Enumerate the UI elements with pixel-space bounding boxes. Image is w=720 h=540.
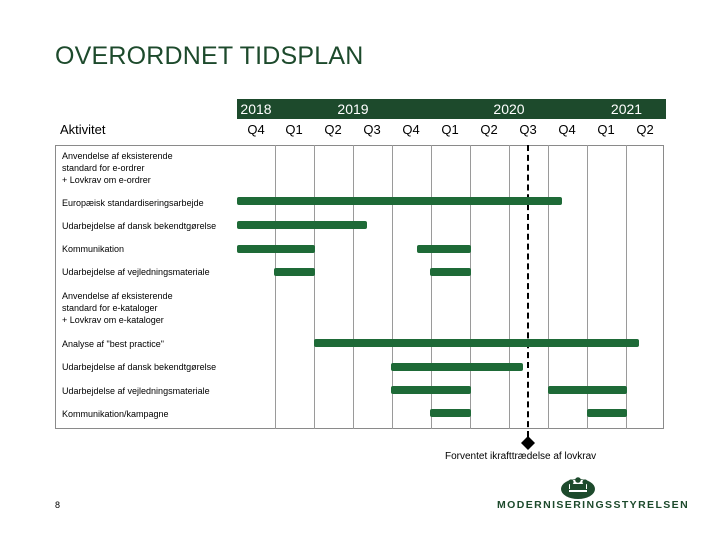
grid-line: [275, 145, 276, 429]
milestone-diamond-icon: [521, 436, 535, 450]
gantt-bar: [237, 197, 562, 205]
gantt-bar: [314, 339, 639, 347]
activity-column-label: Aktivitet: [60, 122, 106, 137]
quarter-label: Q4: [402, 122, 420, 137]
year-2018: 2018: [240, 101, 272, 117]
gantt-bar: [237, 221, 367, 229]
quarter-label: Q2: [636, 122, 654, 137]
year-2021: 2021: [610, 101, 643, 117]
quarter-label: Q3: [519, 122, 537, 137]
gantt-bar: [274, 268, 315, 276]
page-title: OVERORDNET TIDSPLAN: [55, 42, 364, 70]
gantt-bar: [237, 245, 315, 253]
quarter-label: Q1: [441, 122, 459, 137]
activity-label: Europæisk standardiseringsarbejde: [62, 198, 204, 208]
activity-label: Udarbejdelse af dansk bekendtgørelse: [62, 221, 217, 231]
activity-label: Udarbejdelse af vejledningsmateriale: [62, 267, 210, 277]
year-2019: 2019: [337, 101, 369, 117]
gantt-bar: [548, 386, 627, 394]
grid-line: [314, 145, 315, 429]
grid-line: [353, 145, 354, 429]
grid-line: [509, 145, 510, 429]
agency-logo-text: MODERNISERINGSSTYRELSEN: [497, 499, 690, 511]
gantt-bar: [430, 268, 471, 276]
quarter-label: Q4: [247, 122, 265, 137]
gantt-bar: [587, 409, 627, 417]
activity-label: Kommunikation/kampagne: [62, 409, 169, 419]
milestone-line: [527, 145, 529, 437]
quarter-label: Q4: [558, 122, 576, 137]
page-number: 8: [55, 500, 61, 510]
gantt-bar: [391, 386, 471, 394]
activity-label: Anvendelse af eksisterende standard for e-kataloger + Lovkrav om e-kataloger: [62, 291, 173, 325]
crown-logo-icon: [559, 474, 597, 500]
year-2020: 2020: [493, 101, 525, 117]
gantt-bar: [391, 363, 523, 371]
quarter-label: Q1: [597, 122, 615, 137]
gantt-bar: [417, 245, 471, 253]
activity-label: Anvendelse af eksisterende standard for e-ordrer + Lovkrav om e-ordrer: [62, 151, 173, 185]
quarter-label: Q3: [363, 122, 381, 137]
quarter-label: Q1: [285, 122, 303, 137]
quarter-label: Q2: [324, 122, 342, 137]
activity-label: Analyse af "best practice": [62, 339, 164, 349]
activity-label: Kommunikation: [62, 244, 125, 254]
activity-label: Udarbejdelse af vejledningsmateriale: [62, 386, 210, 396]
gantt-bar: [430, 409, 471, 417]
activity-label: Udarbejdelse af dansk bekendtgørelse: [62, 362, 217, 372]
milestone-label: Forventet ikrafttrædelse af lovkrav: [445, 451, 597, 462]
quarter-label: Q2: [480, 122, 498, 137]
